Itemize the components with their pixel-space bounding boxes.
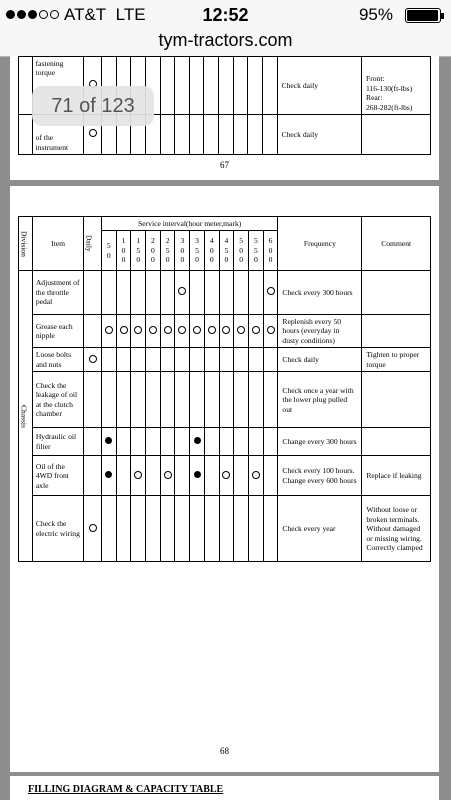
interval-cell: [116, 496, 131, 562]
circle-mark: [208, 326, 216, 334]
interval-cell: [160, 428, 175, 456]
interval-cell: [190, 271, 205, 315]
circle-mark: [89, 129, 97, 137]
interval-cell: [160, 271, 175, 315]
interval-cell: [175, 428, 190, 456]
url-text[interactable]: tym-tractors.com: [158, 30, 293, 50]
page-number: 68: [220, 746, 229, 756]
interval-cell: [101, 372, 116, 428]
interval-cell: [219, 456, 234, 496]
interval-cell: [219, 348, 234, 372]
address-bar[interactable]: [0, 30, 451, 57]
interval-cell: [116, 315, 131, 348]
interval-cell: [175, 496, 190, 562]
interval-cell: [249, 456, 264, 496]
filled-dot-mark: [194, 437, 201, 444]
interval-col-50: 5 0: [101, 231, 116, 271]
interval-cell: [116, 348, 131, 372]
comment-cell: Without loose or broken terminals. Without damaged or missing wiring. Correctly clamped: [362, 496, 431, 562]
frequency-cell: Check every 300 hours: [278, 271, 362, 315]
daily-cell: [84, 315, 102, 348]
interval-cell: [146, 271, 161, 315]
interval-cell: [175, 271, 190, 315]
division-cell: [19, 115, 33, 155]
interval-cell: [146, 456, 161, 496]
daily-cell: [84, 348, 102, 372]
filled-dot-mark: [105, 437, 112, 444]
circle-mark: [149, 326, 157, 334]
filled-dot-mark: [105, 471, 112, 478]
comment-header: Comment: [362, 217, 431, 271]
interval-cell: [204, 315, 219, 348]
interval-col-400: 4 0 0: [204, 231, 219, 271]
item-cell: of the instrument: [32, 115, 84, 155]
circle-mark: [89, 524, 97, 532]
circle-mark: [178, 287, 186, 295]
circle-mark: [164, 326, 172, 334]
circle-mark: [267, 287, 275, 295]
table-row: [19, 456, 431, 496]
interval-cell: [249, 315, 264, 348]
interval-cell: [204, 271, 219, 315]
interval-cell: [190, 456, 205, 496]
interval-cell: [263, 456, 278, 496]
comment-cell: [362, 428, 431, 456]
comment-cell: [362, 271, 431, 315]
table-row: [19, 372, 431, 428]
interval-cell: [116, 372, 131, 428]
interval-cell: [160, 57, 175, 115]
interval-cell: [204, 372, 219, 428]
circle-mark: [105, 326, 113, 334]
interval-cell: [233, 57, 248, 115]
interval-col-100: 1 0 0: [116, 231, 131, 271]
battery-percentage: 95%: [358, 5, 393, 24]
interval-cell: [234, 315, 249, 348]
division-cell: Chassis: [19, 271, 33, 562]
comment-cell: Replace if leaking: [362, 456, 431, 496]
item-cell: Hydraulic oil filter: [32, 428, 84, 456]
item-cell: Adjustment of the throttle pedal: [32, 271, 84, 315]
interval-cell: [234, 372, 249, 428]
interval-cell: [219, 496, 234, 562]
table-row: [19, 428, 431, 456]
interval-cell: [263, 496, 278, 562]
interval-cell: [263, 271, 278, 315]
interval-col-500: 5 0 0: [234, 231, 249, 271]
interval-cell: [263, 428, 278, 456]
daily-cell: [84, 372, 102, 428]
interval-cell: [249, 372, 264, 428]
interval-cell: [131, 348, 146, 372]
interval-cell: [175, 315, 190, 348]
circle-mark: [267, 326, 275, 334]
daily-cell: [84, 271, 102, 315]
interval-cell: [219, 115, 234, 155]
circle-mark: [252, 326, 260, 334]
frequency-header: Frequency: [278, 217, 362, 271]
interval-cell: [219, 428, 234, 456]
frequency-cell: Check daily: [277, 57, 361, 115]
item-cell: Grease each nipple: [32, 315, 84, 348]
table-row: [19, 348, 431, 372]
interval-cell: [234, 496, 249, 562]
interval-cell: [248, 115, 263, 155]
interval-col-600: 6 0 0: [263, 231, 278, 271]
circle-mark: [120, 326, 128, 334]
interval-col-300: 3 0 0: [175, 231, 190, 271]
daily-cell: [84, 496, 102, 562]
page-number: 67: [220, 160, 229, 170]
item-cell: Check the electric wiring: [32, 496, 84, 562]
interval-col-450: 4 5 0: [219, 231, 234, 271]
interval-cell: [219, 57, 234, 115]
frequency-cell: Check every year: [278, 496, 362, 562]
interval-cell: [234, 271, 249, 315]
interval-cell: [262, 115, 277, 155]
pdf-page-68: [10, 186, 439, 772]
service-interval-table: [18, 216, 431, 562]
comment-line: 116-130(ft-lbs): [366, 83, 413, 93]
interval-cell: [263, 372, 278, 428]
division-cell: [19, 57, 33, 115]
comment-line: Rear:: [366, 93, 383, 103]
interval-cell: [116, 428, 131, 456]
circle-mark: [178, 326, 186, 334]
interval-cell: [160, 372, 175, 428]
service-interval-header: Service interval(hour meter,mark): [101, 217, 277, 231]
item-cell: Loose bolts and nuts: [32, 348, 84, 372]
interval-col-350: 3 5 0: [190, 231, 205, 271]
interval-cell: [189, 57, 204, 115]
section-title: FILLING DIAGRAM & CAPACITY TABLE: [28, 784, 224, 795]
interval-cell: [190, 372, 205, 428]
circle-mark: [134, 326, 142, 334]
circle-mark: [89, 355, 97, 363]
interval-cell: [131, 428, 146, 456]
frequency-cell: Check every 100 hours. Change every 600 hours: [278, 456, 362, 496]
interval-cell: [146, 315, 161, 348]
circle-mark: [252, 471, 260, 479]
interval-cell: [234, 428, 249, 456]
interval-col-550: 5 5 0: [249, 231, 264, 271]
frequency-cell: Replenish every 50 hours (everyday in dusty conditions): [278, 315, 362, 348]
interval-cell: [204, 348, 219, 372]
interval-cell: [249, 496, 264, 562]
interval-cell: [131, 496, 146, 562]
comment-cell: [362, 315, 431, 348]
table-row: [19, 271, 431, 315]
interval-cell: [204, 456, 219, 496]
table-row: [19, 496, 431, 562]
interval-cell: [234, 348, 249, 372]
network-type: LTE: [115, 5, 146, 24]
interval-cell: [262, 57, 277, 115]
comment-cell: [362, 372, 431, 428]
frequency-cell: Check daily: [277, 115, 361, 155]
daily-header: Daily: [84, 217, 102, 271]
table-row: [19, 315, 431, 348]
comment-line: 268-282(ft-lbs): [366, 102, 413, 112]
interval-cell: [175, 348, 190, 372]
interval-cell: [248, 57, 263, 115]
daily-cell: [84, 456, 102, 496]
interval-cell: [219, 315, 234, 348]
frequency-cell: Change every 300 hours: [278, 428, 362, 456]
interval-cell: [219, 372, 234, 428]
interval-cell: [263, 315, 278, 348]
interval-cell: [101, 428, 116, 456]
interval-cell: [204, 115, 219, 155]
interval-cell: [116, 271, 131, 315]
item-cell: Check the leakage of oil at the clutch chamber: [32, 372, 84, 428]
interval-cell: [160, 115, 175, 155]
interval-cell: [175, 456, 190, 496]
division-header: Division: [19, 217, 33, 271]
interval-col-200: 2 0 0: [146, 231, 161, 271]
carrier-label: AT&T LTE: [64, 5, 146, 24]
interval-cell: [175, 372, 190, 428]
interval-cell: [204, 428, 219, 456]
frequency-cell: Check once a year with the lower plug pulled out: [278, 372, 362, 428]
interval-cell: [175, 115, 190, 155]
item-cell: fastening torque: [32, 57, 84, 115]
pdf-page-69: [10, 776, 439, 800]
interval-cell: [146, 428, 161, 456]
interval-cell: [249, 271, 264, 315]
interval-cell: [190, 428, 205, 456]
comment-line: Front:: [366, 74, 385, 84]
interval-col-150: 1 5 0: [131, 231, 146, 271]
interval-cell: [131, 372, 146, 428]
interval-cell: [101, 271, 116, 315]
interval-cell: [101, 315, 116, 348]
circle-mark: [134, 471, 142, 479]
circle-mark: [164, 471, 172, 479]
interval-cell: [233, 115, 248, 155]
interval-cell: [146, 496, 161, 562]
item-header: Item: [32, 217, 84, 271]
interval-cell: [249, 348, 264, 372]
clock: 12:52: [202, 5, 249, 25]
interval-cell: [175, 57, 190, 115]
interval-col-250: 2 5 0: [160, 231, 175, 271]
interval-cell: [101, 348, 116, 372]
interval-cell: [160, 456, 175, 496]
battery-icon: [405, 8, 441, 23]
interval-cell: [116, 456, 131, 496]
comment-cell: [362, 57, 431, 115]
interval-cell: [131, 271, 146, 315]
interval-cell: [189, 115, 204, 155]
interval-cell: [204, 496, 219, 562]
interval-cell: [131, 456, 146, 496]
comment-cell: [362, 115, 431, 155]
item-cell: Oil of the 4WD front axle: [32, 456, 84, 496]
interval-cell: [263, 348, 278, 372]
interval-cell: [190, 496, 205, 562]
interval-cell: [146, 348, 161, 372]
interval-cell: [219, 271, 234, 315]
interval-cell: [204, 57, 219, 115]
comment-cell: Tighten to proper torque: [362, 348, 431, 372]
circle-mark: [237, 326, 245, 334]
interval-cell: [160, 348, 175, 372]
interval-cell: [190, 348, 205, 372]
page-counter: 71 of 123: [32, 86, 154, 126]
interval-cell: [101, 456, 116, 496]
status-bar: [0, 0, 451, 30]
interval-cell: [131, 315, 146, 348]
interval-cell: [249, 428, 264, 456]
circle-mark: [222, 326, 230, 334]
interval-cell: [234, 456, 249, 496]
interval-cell: [190, 315, 205, 348]
filled-dot-mark: [194, 471, 201, 478]
daily-cell: [84, 428, 102, 456]
frequency-cell: Check daily: [278, 348, 362, 372]
circle-mark: [193, 326, 201, 334]
interval-cell: [160, 496, 175, 562]
interval-cell: [146, 372, 161, 428]
interval-cell: [101, 496, 116, 562]
interval-cell: [160, 315, 175, 348]
circle-mark: [222, 471, 230, 479]
